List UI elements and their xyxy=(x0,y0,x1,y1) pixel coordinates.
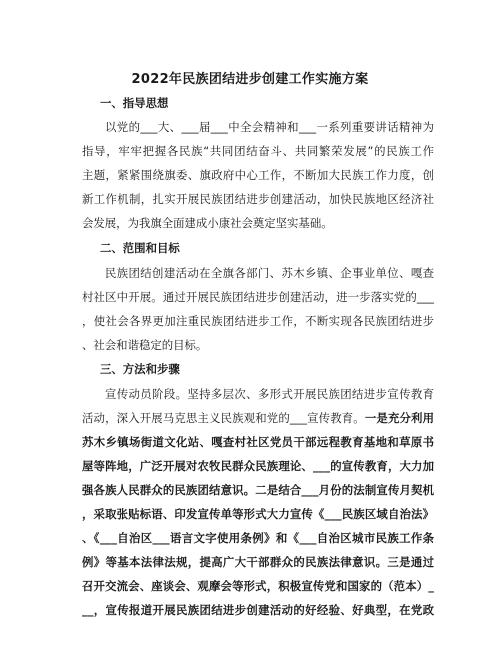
section-heading: 二、范围和目标 xyxy=(100,241,180,255)
paragraph-text: 宣传动员阶段。坚持多层次、多形式开展民族团结进步宣传教育 xyxy=(105,387,434,401)
paragraph-line xyxy=(82,437,434,448)
paragraph-line: 民族团结创建活动在全旗各部门、苏木乡镇、企事业单位、嘎查 xyxy=(105,266,434,280)
paragraph-line xyxy=(82,581,434,592)
paragraph-text: 活动，深入开展马克思主义民族观和党的___宣传教育。 xyxy=(82,411,365,425)
paragraph-line xyxy=(82,557,434,568)
paragraph-bold-text: __，宣传报道开展民族团结进步创建活动的好经验、好典型，在党政 xyxy=(82,603,434,617)
paragraph-bold-text: 召开交流会、座谈会、观摩会等形式，积极宣传党和国家的（范本）_ xyxy=(82,579,434,593)
paragraph-line xyxy=(82,605,434,616)
paragraph-line xyxy=(82,509,434,520)
paragraph-bold-text: 苏木乡镇场街道文化站、嘎查村社区党员干部远程教育基地和草原书 xyxy=(82,435,434,449)
paragraph-bold-text: 一是充分利用 xyxy=(364,411,434,425)
paragraph-line: 指导，牢牢把握各民族“共同团结奋斗、共同繁荣发展”的民族工作 xyxy=(82,144,434,158)
paragraph-bold-text: 、《___自治区___语言文字使用条例》和《___自治区城市民族工作条 xyxy=(82,531,434,545)
paragraph-line: ，使社会各界更加注重民族团结进步工作，不断实现各民族团结进步 xyxy=(82,314,434,328)
paragraph-line xyxy=(82,413,434,424)
paragraph-line xyxy=(82,485,434,496)
section-heading: 一、指导思想 xyxy=(100,96,169,110)
paragraph-line: 主题，紧紧围绕旗委、旗政府中心工作，不断加大民族工作力度，创 xyxy=(82,168,434,182)
document-title: 2022年民族团结进步创建工作实施方案 xyxy=(131,72,369,87)
paragraph-bold-text: ，采取张贴标语、印发宣传单等形式大力宣传《___民族区域自治法》 xyxy=(82,507,434,521)
paragraph-line xyxy=(82,533,434,544)
paragraph-line xyxy=(105,389,434,400)
paragraph-line: 以党的___大、___届___中全会精神和___一系列重要讲话精神为 xyxy=(105,120,434,134)
paragraph-bold-text: 屋等阵地，广泛开展对农牧民群众民族理论、___的宣传教育，大力加 xyxy=(82,459,434,473)
paragraph-line: 村社区中开展。通过开展民族团结进步创建活动，进一步落实党的___ xyxy=(82,290,434,304)
section-heading: 三、方法和步骤 xyxy=(100,362,180,376)
paragraph-line: 、社会和谐稳定的目标。 xyxy=(82,338,208,352)
paragraph-bold-text: 例》等基本法律法规，提高广大干部群众的民族法律意识。三是通过 xyxy=(82,555,434,569)
paragraph-line: 会发展，为我旗全面建成小康社会奠定坚实基础。 xyxy=(82,216,333,230)
paragraph-line xyxy=(82,461,434,472)
paragraph-line: 新工作机制，扎实开展民族团结进步创建活动，加快民族地区经济社 xyxy=(82,192,434,206)
paragraph-bold-text: 强各族人民群众的民族团结意识。二是结合___月份的法制宣传月契机 xyxy=(82,483,434,497)
